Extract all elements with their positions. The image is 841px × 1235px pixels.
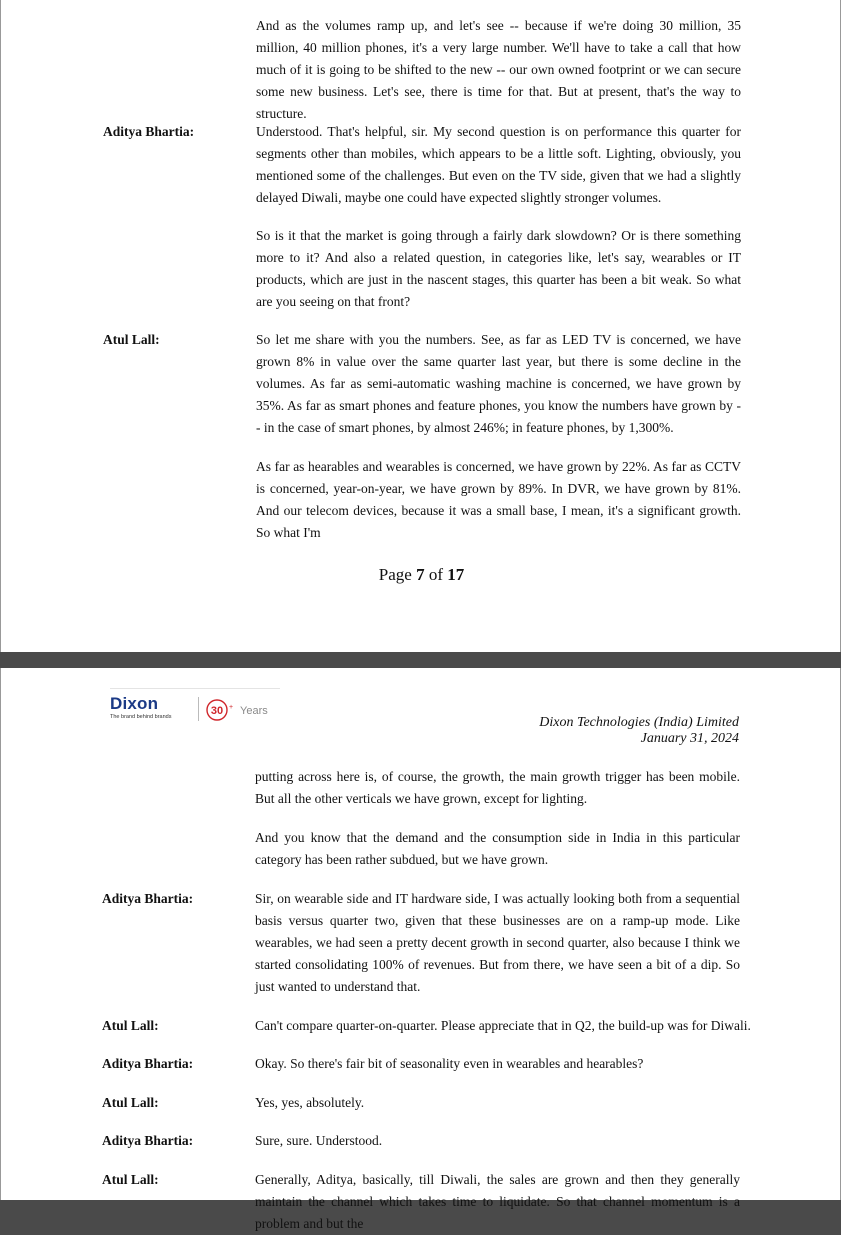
transcript-paragraph: Sure, sure. Understood. [255, 1133, 383, 1148]
page-of-label: of [424, 565, 448, 584]
page-label: Page [378, 565, 417, 584]
document-header-info [539, 715, 739, 747]
speaker-name: Aditya Bhartia: [102, 891, 194, 906]
speaker-name: Aditya Bhartia: [103, 124, 195, 139]
current-page-number: 7 [416, 565, 425, 584]
speaker-name: Atul Lall: [102, 1018, 159, 1033]
anniversary-number: 30 [210, 705, 224, 717]
speaker-name: Aditya Bhartia: [102, 1133, 194, 1148]
header-rule [110, 688, 280, 689]
transcript-paragraph: Generally, Aditya, basically, till Diwali, the sales are grown and then they generally maintain the channel which takes time to liquidate. So that channel momentum is a problem and but the [255, 1172, 740, 1231]
transcript-paragraph: putting across here is, of course, the growth, the main growth trigger has been mobile. But all the other verticals we have grown, except for lighting. [255, 769, 740, 806]
page-number-footer [1, 564, 841, 586]
thirty-years-icon [206, 699, 276, 723]
transcript-paragraph: So let me share with you the numbers. See, as far as LED TV is concerned, we have grown 8% in value over the same quarter last year, but there is some decline in the volumes. As far as semi-automatic washing machine is concerned, we have grown by 35%. As far as smart phones and feature phones, you know the numbers have grown by -- in the case of smart phones, by almost 246%; in feature phones, by 1,300%. [256, 332, 741, 435]
logo-divider [198, 697, 199, 721]
transcript-paragraph: And you know that the demand and the consumption side in India in this particular category has been rather subdued, but we have grown. [255, 830, 740, 867]
logo-tagline: The brand behind brands [110, 714, 172, 720]
transcript-paragraph: Can't compare quarter-on-quarter. Please appreciate that in Q2, the build-up was for Diwali. [255, 1018, 751, 1033]
call-date: January 31, 2024 [640, 731, 739, 746]
company-name: Dixon Technologies (India) Limited [539, 715, 739, 730]
speaker-name: Aditya Bhartia: [102, 1056, 194, 1071]
page-separator [0, 652, 841, 668]
transcript-paragraph: Yes, yes, absolutely. [255, 1095, 365, 1110]
transcript-paragraph: Sir, on wearable side and IT hardware side, I was actually looking both from a sequential basis versus quarter two, given that these businesses are on a ramp-up mode. Like wearables, we had seen a pretty decent growth in second quarter, also because I think we started consolidating 100% of revenues. But from there, we have seen a bit of a dip. So just wanted to understand that. [255, 891, 740, 994]
transcript-paragraph: Okay. So there's fair bit of seasonality even in wearables and hearables? [255, 1056, 644, 1071]
transcript-paragraph: So is it that the market is going through a fairly dark slowdown? Or is there something more to it? And also a related question, in categories like, let's say, wearables or IT products, which are just in the nascent stages, this quarter has been a bit weak. So what are you seeing on that front? [256, 228, 741, 309]
anniversary-word: Years [240, 705, 268, 717]
transcript-paragraph: Understood. That's helpful, sir. My second question is on performance this quarter for segments other than mobiles, which appears to be a little soft. Lighting, obviously, you mentioned some of the challenges. But even on the TV side, given that we had a slightly delayed Diwali, maybe one could have expected slightly stronger volumes. [256, 124, 741, 205]
dixon-logo [110, 695, 280, 727]
total-pages-number: 17 [447, 565, 465, 584]
speaker-name: Atul Lall: [102, 1172, 159, 1187]
plus-sign-icon: + [229, 704, 234, 711]
speaker-name: Atul Lall: [103, 332, 160, 347]
anniversary-badge [206, 699, 276, 723]
speaker-name: Atul Lall: [102, 1095, 159, 1110]
transcript-paragraph: And as the volumes ramp up, and let's see -- because if we're doing 30 million, 35 million, 40 million phones, it's a very large number. We'll have to take a call that how much of it is going to be shifted to the new -- our own owned footprint or we can secure some new business. Let's see, there is time for that. But at present, that's the way to structure. [256, 18, 741, 121]
transcript-paragraph: As far as hearables and wearables is concerned, we have grown by 22%. As far as CCTV is concerned, year-on-year, we have grown by 89%. In DVR, we have grown by 81%. And our telecom devices, because it was a small base, I mean, it's a significant growth. So what I'm [256, 459, 741, 540]
logo-wordmark: Dixon [110, 694, 159, 713]
